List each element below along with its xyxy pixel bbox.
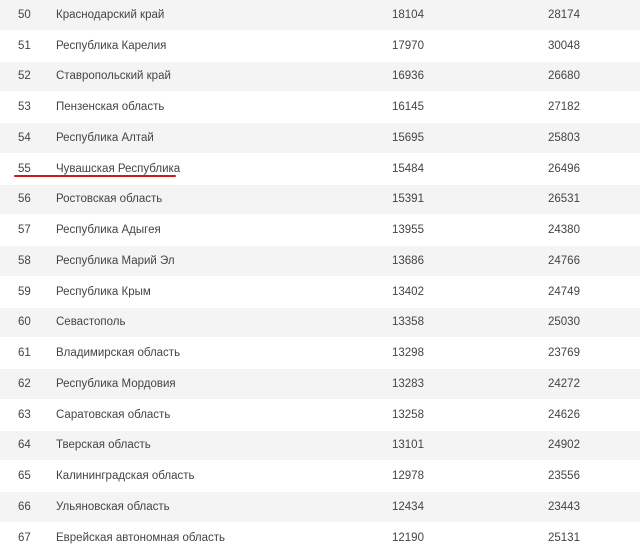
- region-cell: Республика Марий Эл: [56, 254, 175, 267]
- region-cell: Республика Адыгея: [56, 224, 161, 237]
- value1-cell: 18104: [392, 8, 424, 21]
- value1-cell: 13358: [392, 316, 424, 329]
- value1-cell: 13101: [392, 439, 424, 452]
- value1-cell: 16145: [392, 101, 424, 114]
- value2-cell: 25803: [548, 131, 580, 144]
- table-row: [0, 492, 640, 523]
- rank-cell: 60: [18, 316, 31, 329]
- table-row: [0, 277, 640, 308]
- value2-cell: 26680: [548, 70, 580, 83]
- value2-cell: 26531: [548, 193, 580, 206]
- region-cell: Республика Карелия: [56, 39, 167, 52]
- value2-cell: 24766: [548, 254, 580, 267]
- table-row: [0, 461, 640, 492]
- value1-cell: 13298: [392, 347, 424, 360]
- rank-cell: 57: [18, 224, 31, 237]
- rank-cell: 63: [18, 408, 31, 421]
- region-cell: Владимирская область: [56, 347, 181, 360]
- value2-cell: 27182: [548, 101, 580, 114]
- table-row: [0, 523, 640, 554]
- value2-cell: 23556: [548, 470, 580, 483]
- rank-cell: 62: [18, 377, 31, 390]
- region-cell: Пензенская область: [56, 101, 165, 114]
- value2-cell: 25030: [548, 316, 580, 329]
- region-cell: Еврейская автономная область: [56, 531, 226, 544]
- value1-cell: 15484: [392, 162, 424, 175]
- table-row: [0, 369, 640, 400]
- value2-cell: 24749: [548, 285, 580, 298]
- table-row: [0, 185, 640, 216]
- value1-cell: 12190: [392, 531, 424, 544]
- value2-cell: 30048: [548, 39, 580, 52]
- region-cell: Республика Крым: [56, 285, 151, 298]
- table-row: [0, 400, 640, 431]
- table-row: [0, 0, 640, 31]
- rank-cell: 55: [18, 162, 31, 175]
- rank-cell: 64: [18, 439, 31, 452]
- table-row: [0, 338, 640, 369]
- value2-cell: 24380: [548, 224, 580, 237]
- value2-cell: 23769: [548, 347, 580, 360]
- value2-cell: 28174: [548, 8, 580, 21]
- table-row: [0, 123, 640, 154]
- value2-cell: 25131: [548, 531, 580, 544]
- region-cell: Чувашская Республика: [56, 162, 181, 175]
- region-cell: Ростовская область: [56, 193, 163, 206]
- table-row: [0, 308, 640, 339]
- rank-cell: 53: [18, 101, 31, 114]
- value1-cell: 16936: [392, 70, 424, 83]
- table-row-highlighted: [0, 154, 640, 185]
- region-cell: Севастополь: [56, 316, 126, 329]
- value1-cell: 13402: [392, 285, 424, 298]
- region-cell: Ставропольский край: [56, 70, 171, 83]
- value2-cell: 24902: [548, 439, 580, 452]
- region-cell: Республика Алтай: [56, 131, 154, 144]
- rank-cell: 67: [18, 531, 31, 544]
- rank-cell: 59: [18, 285, 31, 298]
- table-row: [0, 62, 640, 93]
- value1-cell: 12434: [392, 500, 424, 513]
- region-cell: Ульяновская область: [56, 500, 170, 513]
- rank-cell: 52: [18, 70, 31, 83]
- table-row: [0, 31, 640, 62]
- table-row: [0, 92, 640, 123]
- region-cell: Тверская область: [56, 439, 151, 452]
- value1-cell: 13955: [392, 224, 424, 237]
- table-row: [0, 246, 640, 277]
- rank-cell: 56: [18, 193, 31, 206]
- value1-cell: 13258: [392, 408, 424, 421]
- value2-cell: 24626: [548, 408, 580, 421]
- rank-cell: 66: [18, 500, 31, 513]
- value1-cell: 17970: [392, 39, 424, 52]
- rank-cell: 65: [18, 470, 31, 483]
- region-cell: Краснодарский край: [56, 8, 165, 21]
- table-row: [0, 431, 640, 462]
- highlight-underline: [14, 175, 176, 177]
- value1-cell: 12978: [392, 470, 424, 483]
- rank-cell: 61: [18, 347, 31, 360]
- value1-cell: 15391: [392, 193, 424, 206]
- rank-cell: 51: [18, 39, 31, 52]
- value2-cell: 24272: [548, 377, 580, 390]
- value1-cell: 13283: [392, 377, 424, 390]
- rank-cell: 50: [18, 8, 31, 21]
- value1-cell: 13686: [392, 254, 424, 267]
- rank-cell: 54: [18, 131, 31, 144]
- value1-cell: 15695: [392, 131, 424, 144]
- region-cell: Республика Мордовия: [56, 377, 176, 390]
- value2-cell: 23443: [548, 500, 580, 513]
- rank-cell: 58: [18, 254, 31, 267]
- region-cell: Саратовская область: [56, 408, 171, 421]
- region-cell: Калининградская область: [56, 470, 195, 483]
- value2-cell: 26496: [548, 162, 580, 175]
- table-row: [0, 215, 640, 246]
